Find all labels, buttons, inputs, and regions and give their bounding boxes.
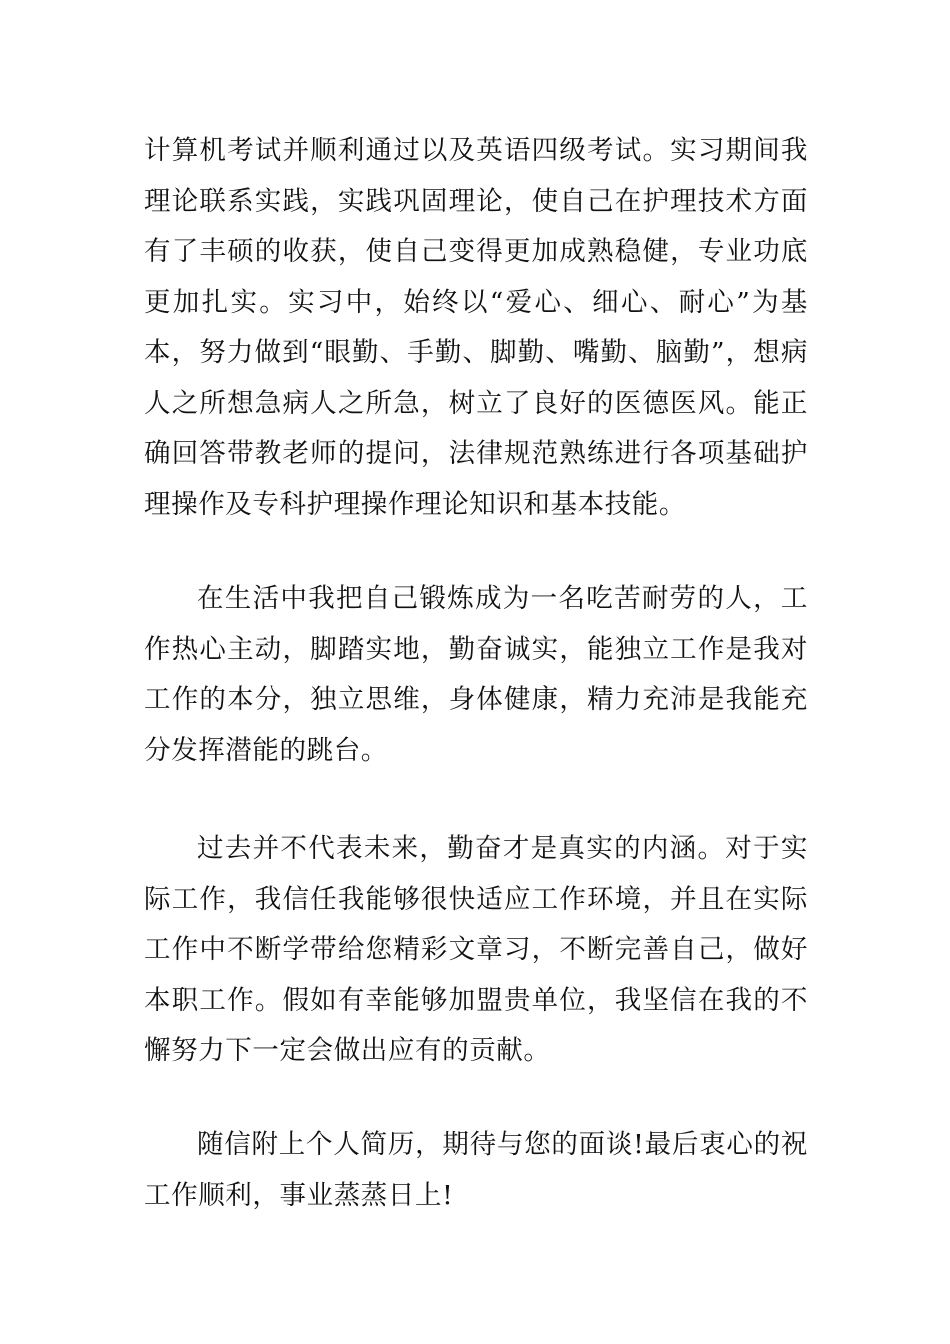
paragraph-internship-summary: 计算机考试并顺利通过以及英语四级考试。实习期间我理论联系实践，实践巩固理论，使自己在护理技术方面有了丰硕的收获，使自己变得更加成熟稳健，专业功底更加扎实。实习中，始终以“爱心、细心、耐心”为基本，努力做到“眼勤、手勤、脚勤、嘴勤、脑勤”，想病人之所想急病人之所急，树立了良好的医德医风。能正确回答带教老师的提问，法律规范熟练进行各项基础护理操作及专科护理操作理论知识和基本技能。 [144, 135, 808, 520]
paragraph-future-commitment: 过去并不代表未来，勤奋才是真实的内涵。对于实际工作，我信任我能够很快适应工作环境，并且在实际工作中不断学带给您精彩文章习，不断完善自己，做好本职工作。假如有幸能够加盟贵单位，我坚信在我的不懈努力下一定会做出应有的贡献。 [144, 833, 808, 1066]
paragraph-personal-qualities: 在生活中我把自己锻炼成为一名吃苦耐劳的人，工作热心主动，脚踏实地，勤奋诚实，能独立工作是我对工作的本分，独立思维，身体健康，精力充沛是我能充分发挥潜能的跳台。 [144, 583, 808, 766]
paragraph-closing-wishes: 随信附上个人简历，期待与您的面谈!最后衷心的祝工作顺利，事业蒸蒸日上! [144, 1129, 808, 1211]
